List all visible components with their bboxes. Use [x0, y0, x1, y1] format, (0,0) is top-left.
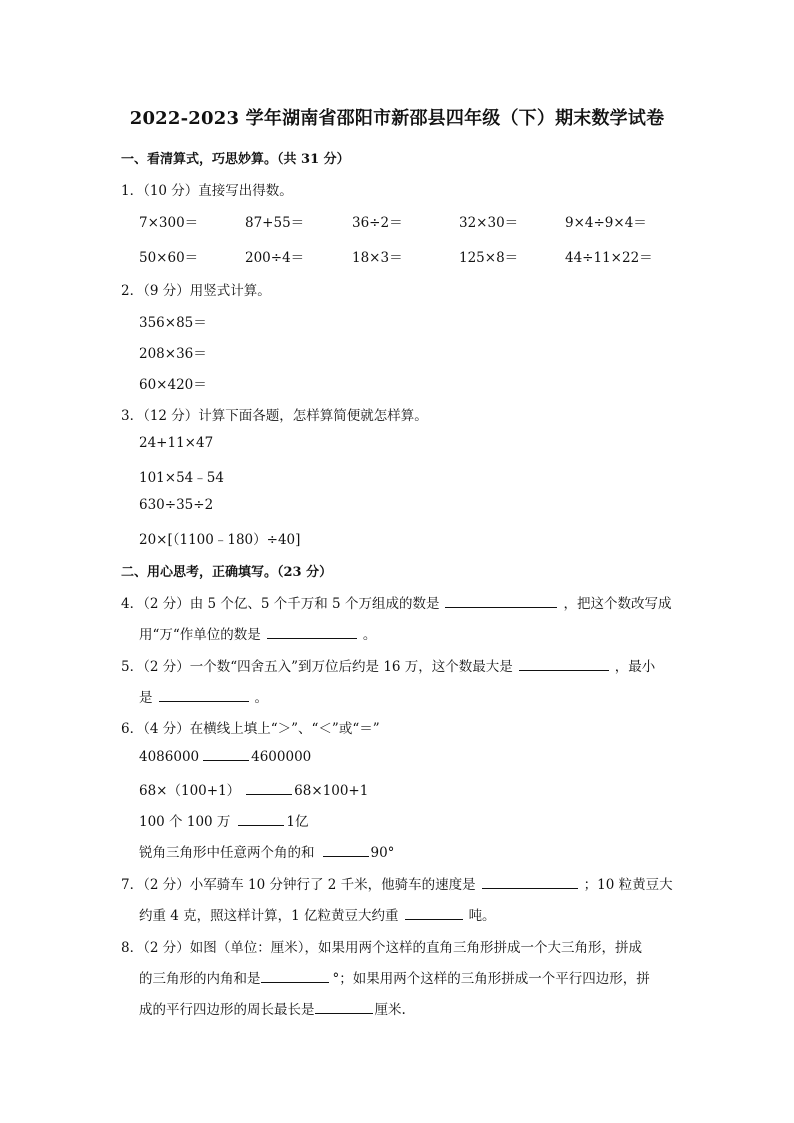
- q6-item: [139, 810, 309, 830]
- q2-item: 356×85＝: [139, 315, 207, 331]
- answer-blank[interactable]: [519, 658, 609, 671]
- q8-text: 厘米.: [374, 1002, 406, 1018]
- answer-blank[interactable]: [203, 748, 249, 761]
- q4-text: 。: [362, 627, 377, 643]
- answer-blank[interactable]: [238, 813, 284, 826]
- q6-left: 锐角三角形中任意两个角的和: [139, 845, 315, 861]
- q5-text: 。: [254, 690, 268, 706]
- q1-expression: 9×4÷9×4＝: [565, 215, 647, 231]
- q7-line-1: [121, 873, 673, 893]
- q1-expression: 200÷4＝: [245, 250, 305, 266]
- q5-text: 5．（2 分）一个数“四舍五入”到万位后约是 16 万，这个数最大是: [121, 659, 513, 675]
- answer-blank[interactable]: [323, 844, 369, 857]
- answer-blank[interactable]: [482, 876, 578, 889]
- q7-text: ；10 粒黄豆大: [583, 877, 673, 893]
- q8-text: 的三角形的内角和是: [139, 971, 261, 987]
- q8-text: °；如果用两个这样的三角形拼成一个平行四边形，拼: [332, 971, 650, 987]
- q6-left: 100 个 100 万: [139, 814, 231, 830]
- q4-text: ，把这个数改写成: [563, 596, 672, 612]
- q5-text: ，最小: [614, 659, 656, 675]
- q3-item: 630÷35÷2: [139, 497, 214, 513]
- q6-right: 4600000: [251, 749, 312, 765]
- q2-item: 208×36＝: [139, 346, 207, 362]
- section-2-heading: 二、用心思考，正确填写。（23 分）: [121, 565, 333, 580]
- q1-expression: 36÷2＝: [352, 215, 403, 231]
- answer-blank[interactable]: [445, 595, 557, 608]
- q8-line-1: 8．（2 分）如图（单位：厘米），如果用两个这样的直角三角形拼成一个大三角形，拼成: [121, 940, 642, 956]
- q7-text: 约重 4 克，照这样计算，1 亿粒黄豆大约重: [139, 908, 399, 924]
- answer-blank[interactable]: [261, 970, 329, 983]
- q5-text: 是: [139, 690, 153, 706]
- q8-line-2: [139, 967, 650, 987]
- q4-text: 4．（2 分）由 5 个亿、5 个千万和 5 个万组成的数是: [121, 596, 440, 612]
- q6-right: 90°: [370, 845, 395, 861]
- q5-line-1: [121, 655, 655, 675]
- q1-expression: 44÷11×22＝: [565, 250, 653, 266]
- q6-left: 68×（100+1）: [139, 783, 241, 799]
- q5-line-2: [139, 686, 268, 706]
- q3-item: 101×54﹣54: [139, 470, 224, 486]
- q6-left: 4086000: [139, 749, 200, 765]
- q1-expression: 87+55＝: [245, 215, 305, 231]
- answer-blank[interactable]: [405, 907, 463, 920]
- answer-blank[interactable]: [315, 1001, 373, 1014]
- q7-line-2: [139, 904, 496, 924]
- q8-line-3: [139, 998, 406, 1018]
- q4-line-1: [121, 592, 671, 612]
- q6-stem: 6．（4 分）在横线上填上“＞”、“＜”或“＝”: [121, 721, 380, 737]
- q1-expression: 125×8＝: [459, 250, 519, 266]
- answer-blank[interactable]: [246, 782, 292, 795]
- q3-stem: 3．（12 分）计算下面各题，怎样算简便就怎样算。: [121, 408, 428, 424]
- q7-text: 吨。: [468, 908, 496, 924]
- q8-text: 成的平行四边形的周长最长是: [139, 1002, 315, 1018]
- q7-text: 7．（2 分）小军骑车 10 分钟行了 2 千米，他骑车的速度是: [121, 877, 476, 893]
- q1-expression: 32×30＝: [459, 215, 519, 231]
- q3-item: 24+11×47: [139, 435, 214, 451]
- section-1-heading: 一、看清算式，巧思妙算。（共 31 分）: [121, 152, 350, 167]
- q6-item: [139, 779, 368, 799]
- q4-line-2: [139, 623, 376, 643]
- q1-expression: 7×300＝: [139, 215, 199, 231]
- answer-blank[interactable]: [267, 626, 357, 639]
- q2-stem: 2．（9 分）用竖式计算。: [121, 283, 271, 299]
- q1-stem: 1．（10 分）直接写出得数。: [121, 183, 293, 199]
- q6-item: [139, 748, 311, 765]
- q6-right: 68×100+1: [294, 783, 369, 799]
- page-title: 2022-2023 学年湖南省邵阳市新邵县四年级（下）期末数学试卷: [129, 108, 665, 129]
- q6-item: [139, 841, 394, 861]
- q1-expression: 50×60＝: [139, 250, 199, 266]
- q6-right: 1亿: [286, 814, 309, 830]
- q2-item: 60×420＝: [139, 377, 207, 393]
- q3-item: 20×[（1100﹣180）÷40]: [139, 532, 301, 548]
- answer-blank[interactable]: [159, 689, 249, 702]
- q4-text: 用“万“作单位的数是: [139, 627, 261, 643]
- q1-expression: 18×3＝: [352, 250, 403, 266]
